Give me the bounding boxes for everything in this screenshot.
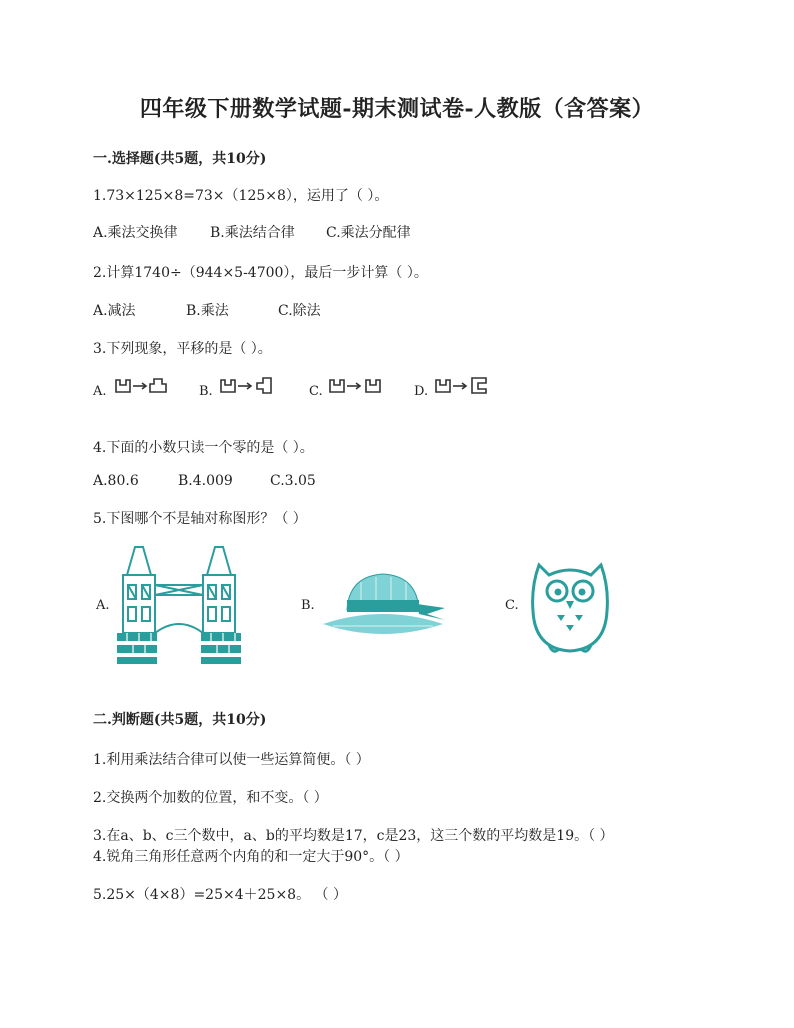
option-1-1-b: B.乘法结合律	[210, 225, 295, 241]
translation-shape-a-icon	[114, 376, 170, 396]
section-heading-choice: 一.选择题(共5题，共10分)	[93, 151, 267, 167]
option-1-5-b: B.	[301, 598, 315, 613]
hat-icon	[321, 568, 447, 642]
section-heading-judgement: 二.判断题(共5题，共10分)	[93, 712, 267, 728]
option-1-2-c: C.除法	[278, 303, 321, 319]
question-1-4: 4.下面的小数只读一个零的是（ ）。	[93, 440, 314, 456]
option-1-3-c: C.	[309, 384, 323, 399]
option-1-2-b: B.乘法	[186, 303, 229, 319]
option-1-5-a: A.	[96, 598, 110, 613]
page-title: 四年级下册数学试题-期末测试卷-人教版（含答案）	[139, 96, 655, 122]
question-1-1: 1.73×125×8=73×（125×8），运用了（ ）。	[93, 188, 389, 204]
tower-bridge-icon	[113, 545, 245, 665]
question-1-2: 2.计算1740÷（944×5-4700），最后一步计算（ ）。	[93, 265, 428, 281]
option-1-3-d: D.	[414, 384, 429, 399]
question-2-5: 5.25×（4×8）=25×4＋25×8。 （ ）	[93, 887, 347, 903]
option-1-1-c: C.乘法分配律	[326, 225, 411, 241]
option-1-5-c: C.	[505, 598, 519, 613]
translation-shape-d-icon	[434, 376, 492, 396]
question-1-3: 3.下列现象，平移的是（ ）。	[93, 341, 272, 357]
option-1-3-b: B.	[199, 384, 213, 399]
option-1-1-a: A.乘法交换律	[93, 225, 178, 241]
option-1-4-a: A.80.6	[93, 473, 139, 489]
question-2-1: 1.利用乘法结合律可以使一些运算简便。（ ）	[93, 752, 370, 768]
question-2-4: 4.锐角三角形任意两个内角的和一定大于90°。（ ）	[93, 849, 409, 865]
translation-shape-b-icon	[219, 376, 277, 396]
option-1-4-b: B.4.009	[178, 473, 233, 489]
option-1-4-c: C.3.05	[270, 473, 316, 489]
owl-icon	[525, 553, 615, 659]
question-2-3: 3.在a、b、c三个数中，a、b的平均数是17，c是23，这三个数的平均数是19。（ ）	[93, 828, 614, 844]
option-1-3-a: A.	[93, 384, 107, 399]
question-2-2: 2.交换两个加数的位置，和不变。（ ）	[93, 790, 328, 806]
option-1-2-a: A.减法	[93, 303, 136, 319]
question-1-5: 5.下图哪个不是轴对称图形？（ ）	[93, 511, 307, 527]
translation-shape-c-icon	[328, 376, 386, 396]
